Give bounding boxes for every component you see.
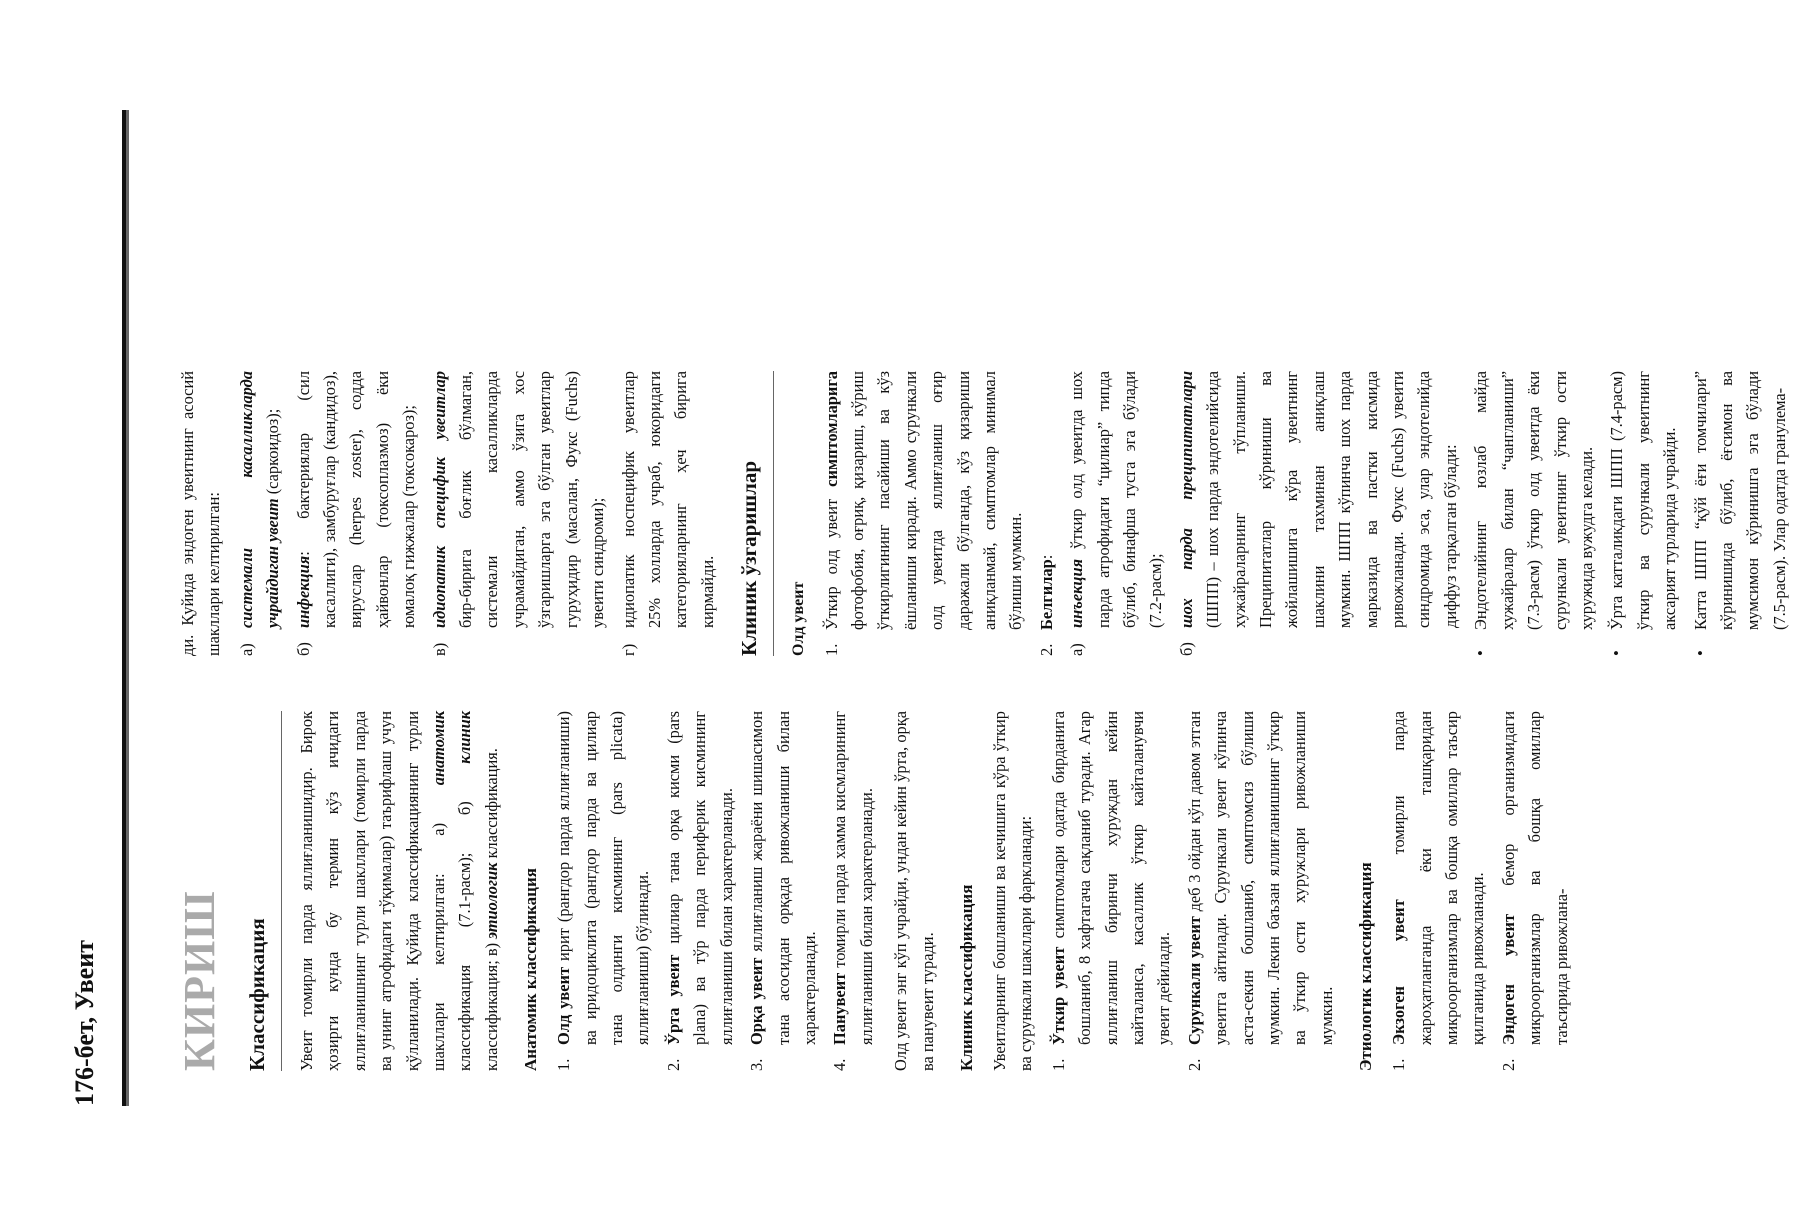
right-column <box>175 371 1797 656</box>
bullet-icon: • <box>1690 650 1710 656</box>
list-item <box>661 711 740 1071</box>
clinical-changes-heading: Клиник ўзгаришлар <box>737 460 762 656</box>
etiologic-list <box>1386 711 1575 1071</box>
item-bold: Белгилар <box>1036 559 1056 630</box>
item-text: ўткир олд увеитда шох парда атрофидаги “цилиар” типда бўлиб, бинафша тусга эга бўлади (7.2-расм); <box>1067 371 1166 628</box>
intro-title: КИРИШ <box>175 890 224 1071</box>
item-bold: инъекция <box>1067 558 1087 628</box>
item-bold: Эндоген увеит <box>1498 913 1518 1045</box>
item-bold: идиопатик специфик увеитлар <box>429 371 449 628</box>
item-bold: шох парда преципитатлари <box>1176 371 1196 628</box>
paragraph-text: классификация (7.1-расм); б) <box>455 763 475 1071</box>
list-item <box>1064 371 1170 656</box>
item-text: : бактериялар (сил касаллиги), замбуруғлар (кандидоз), вируслар (herpes zoster), содда ҳайвонлар (токсоплазмоз) ёки юмалоқ гижжалар (токсокароз); <box>293 371 419 628</box>
item-text: деб 3 ойдан кўп давом этган увеитга айтилади. Сурункали увеит кўпинча аста-секин бошланиб, симптомсиз бўлиши мумкин. Лекин баъзан яллиғланишнинг ўткир ва ўткир ости хуружлари ривожланиши мумкин. <box>1184 711 1336 1045</box>
item-text: (саркоидоз); <box>263 408 283 499</box>
list-item <box>291 371 423 656</box>
header-rule <box>122 110 126 1106</box>
bullet-icon: • <box>1607 650 1627 656</box>
emphasis-term: клиник <box>455 711 475 764</box>
list-item <box>551 711 657 1071</box>
item-text: симптомлари одатда бирданига бошланиб, 8 хафтагача сақланиб туради. Агар яллиғланиш биринчи хуруждан кейин кайталанса, касаллик ўткир кайталанувчи увеит дейилади. <box>1048 710 1174 1045</box>
item-number: 2. <box>1498 1058 1518 1071</box>
list-item <box>234 371 287 656</box>
bullet-item <box>1604 371 1683 656</box>
paragraph-text: классификация; в) <box>481 938 501 1071</box>
item-number: 2. <box>1036 643 1056 656</box>
emphasis-term: анатомик <box>429 711 449 786</box>
item-number: 1. <box>821 643 841 656</box>
clinical-intro: Увеитларнинг бошланиши ва кечишига кўра ўткир ва сурункали шакллари фаркланади: <box>989 711 1036 1071</box>
item-text: (ШПП) – шох парда эндотелийсида хужайраларнинг тўпланиши. Преципитатлар кўриниши ва жойлашишига кўра увеитнинг шаклини тахминан аниқлаш мумкин. ШПП кўпинча шох парда марказида ва пастки кисмида ривожланади. Фукс (Fuchs) увеити синдромида эса, улар эндотелийда диффуз тарқалган бўлади: <box>1203 371 1460 628</box>
item-bold: Экзоген увеит <box>1389 899 1409 1045</box>
list-item <box>1034 371 1060 656</box>
item-bold: Ўрта увеит <box>663 954 683 1045</box>
anatomic-list <box>551 711 880 1071</box>
section-rule <box>281 711 282 1071</box>
item-number: 2. <box>1184 1058 1204 1071</box>
item-number: 1. <box>1048 1058 1068 1071</box>
list-item <box>1046 711 1178 1071</box>
item-text: Ўрта катталикдаги ШПП (7.4-расм) ўткир ва сурункали увеитнинг аксарият турларида учрайди. <box>1607 371 1680 630</box>
bullet-list <box>1468 371 1793 656</box>
clinical-list <box>1046 711 1340 1071</box>
item-text: яллиғланиш жараёни шишасимон тана асосидан орқада ривожланиши билан характерланади. <box>747 710 819 1045</box>
item-text: : <box>1036 554 1056 560</box>
paragraph-text: Увеит томирли парда яллиғланишидир. Бирок ҳозирги кунда бу термин кўз ичидаги яллиғланишнинг турли шакллари (томирли парда ва унинг атрофидаги тўқималар) таърифлаш учун қўлланилади. Қуйида классификациянинг турли шакллари келтирилган: а) <box>297 711 449 1071</box>
anterior-list <box>819 371 1061 656</box>
item-bold: Олд увеит <box>554 966 574 1045</box>
item-bold: симптомларига <box>821 371 841 487</box>
item-number: а) <box>236 643 256 656</box>
item-text: Ўткир олд увеит <box>821 486 841 630</box>
item-text: цилиар тана орқа кисми (pars plana) ва тўр парда периферик кисмининг яллиғланиши билан характерланади. <box>663 711 736 1045</box>
anatomic-heading: Анатомик классификация <box>521 868 541 1071</box>
item-number: 1. <box>1389 1058 1409 1071</box>
emphasis-term: этиологик <box>481 862 501 939</box>
item-text: бемор организмидаги микроорганизмлар ва бошқа омиллар таъсирида ривожлана- <box>1498 711 1571 1045</box>
item-number: 4. <box>830 1058 850 1071</box>
list-item <box>427 371 612 656</box>
paragraph-text: классификация. <box>481 748 501 863</box>
item-bold: Сурункали увеит <box>1184 916 1204 1045</box>
bullet-item <box>1688 371 1794 656</box>
item-bold: инфекция <box>293 555 313 628</box>
list-item <box>1174 371 1464 656</box>
item-bold: системали касалликларда учрайдиган увеит <box>236 371 283 628</box>
item-number: а) <box>1067 643 1087 656</box>
intro-paragraph <box>294 711 505 1071</box>
item-number: 2. <box>663 1058 683 1071</box>
item-number: в) <box>429 642 449 656</box>
list-item <box>744 711 823 1071</box>
item-text: ирит (рангдор парда яллиғланиши) ва иридоциклита (рангдор парда ва цилиар тана олдинги кисмининг (pars plicata) яллиғланиши) бўлинади. <box>554 710 653 1045</box>
list-item <box>1182 711 1340 1071</box>
list-item <box>1386 711 1492 1071</box>
list-item <box>827 711 880 1071</box>
item-text: Катта ШПП “қўй ёғи томчилари” кўринишида бўлиб, ёғсимон ва мумсимон кўринишга эга бўлади (7.5-расм). Улар одатда гранулема- <box>1690 371 1789 630</box>
bullet-icon: • <box>1471 650 1491 656</box>
left-column <box>175 711 1579 1071</box>
continuation-lead: ди. Қуйида эндоген увеитнинг асосий шакллари келтирилган: <box>178 371 224 656</box>
item-number: б) <box>293 642 313 656</box>
list-item <box>1496 711 1575 1071</box>
item-number: б) <box>1176 642 1196 656</box>
item-bold: Ўткир увеит <box>1048 946 1068 1045</box>
list-item <box>616 371 722 656</box>
item-bold: Панувеит <box>830 972 850 1045</box>
classification-heading: Классификация <box>245 918 269 1071</box>
item-text: бир-бирига боғлик бўлмаган, системали касалликларда учрамайдиган, аммо ўзига хос ўзгаришларга эга бўлган увеитлар гуруҳидир (масалан, Фукс (Fuchs) увеити синдроми); <box>456 371 608 628</box>
item-number: 1. <box>554 1058 574 1071</box>
section-rule <box>773 371 774 656</box>
item-text: идиопатик носпецифик увеитлар 25% холларда учраб, юкоридаги категорияларнинг ҳеч бирига кирмайди. <box>618 371 717 628</box>
page-header: 176-бет, Увеит <box>70 940 99 1106</box>
item-number: 3. <box>747 1058 767 1071</box>
clinical-heading: Клиник классификация <box>956 884 976 1071</box>
etiologic-heading: Этиологик классификация <box>1356 862 1376 1071</box>
item-text: Эндотелийнинг юзлаб майда хужайралар билан “чангланиши” (7.3-расм) ўткир олд увеитда ёки сурункали увеитнинг ўткир ости хуружида вужудга келади. <box>1471 371 1596 630</box>
item-text: томирли парда хамма кисмларининг яллиғланиши билан характерланади. <box>830 711 876 1045</box>
item-number: г) <box>618 643 638 656</box>
item-text: томирли парда жароҳатланганда ёки ташқаридан микроорганизмлар ва бошқа омиллар таъсир қилганида ривожланади. <box>1389 711 1488 1045</box>
anterior-uveitis-heading: Олд увеит <box>790 581 808 656</box>
signs-list <box>1064 371 1464 656</box>
item-bold: Орқа увеит <box>747 957 767 1045</box>
item-text: фотофобия, оғриқ, қизариш, кўриш ўткирлигининг пасайиши ва кўз ёшланиши киради. Аммо сурункали олд увеитда яллиғланиш оғир даражали бўлганда, кўз қизариши аниқланмай, симптомлар минимал бўлиши мумкин. <box>847 371 1026 630</box>
list-item <box>819 371 1030 656</box>
endogenous-list <box>234 371 721 656</box>
bullet-item <box>1468 371 1600 656</box>
anatomic-note: Олд увеит энг кўп учрайди, ундан кейин ўрта, орқа ва панувеит туради. <box>891 711 937 1071</box>
